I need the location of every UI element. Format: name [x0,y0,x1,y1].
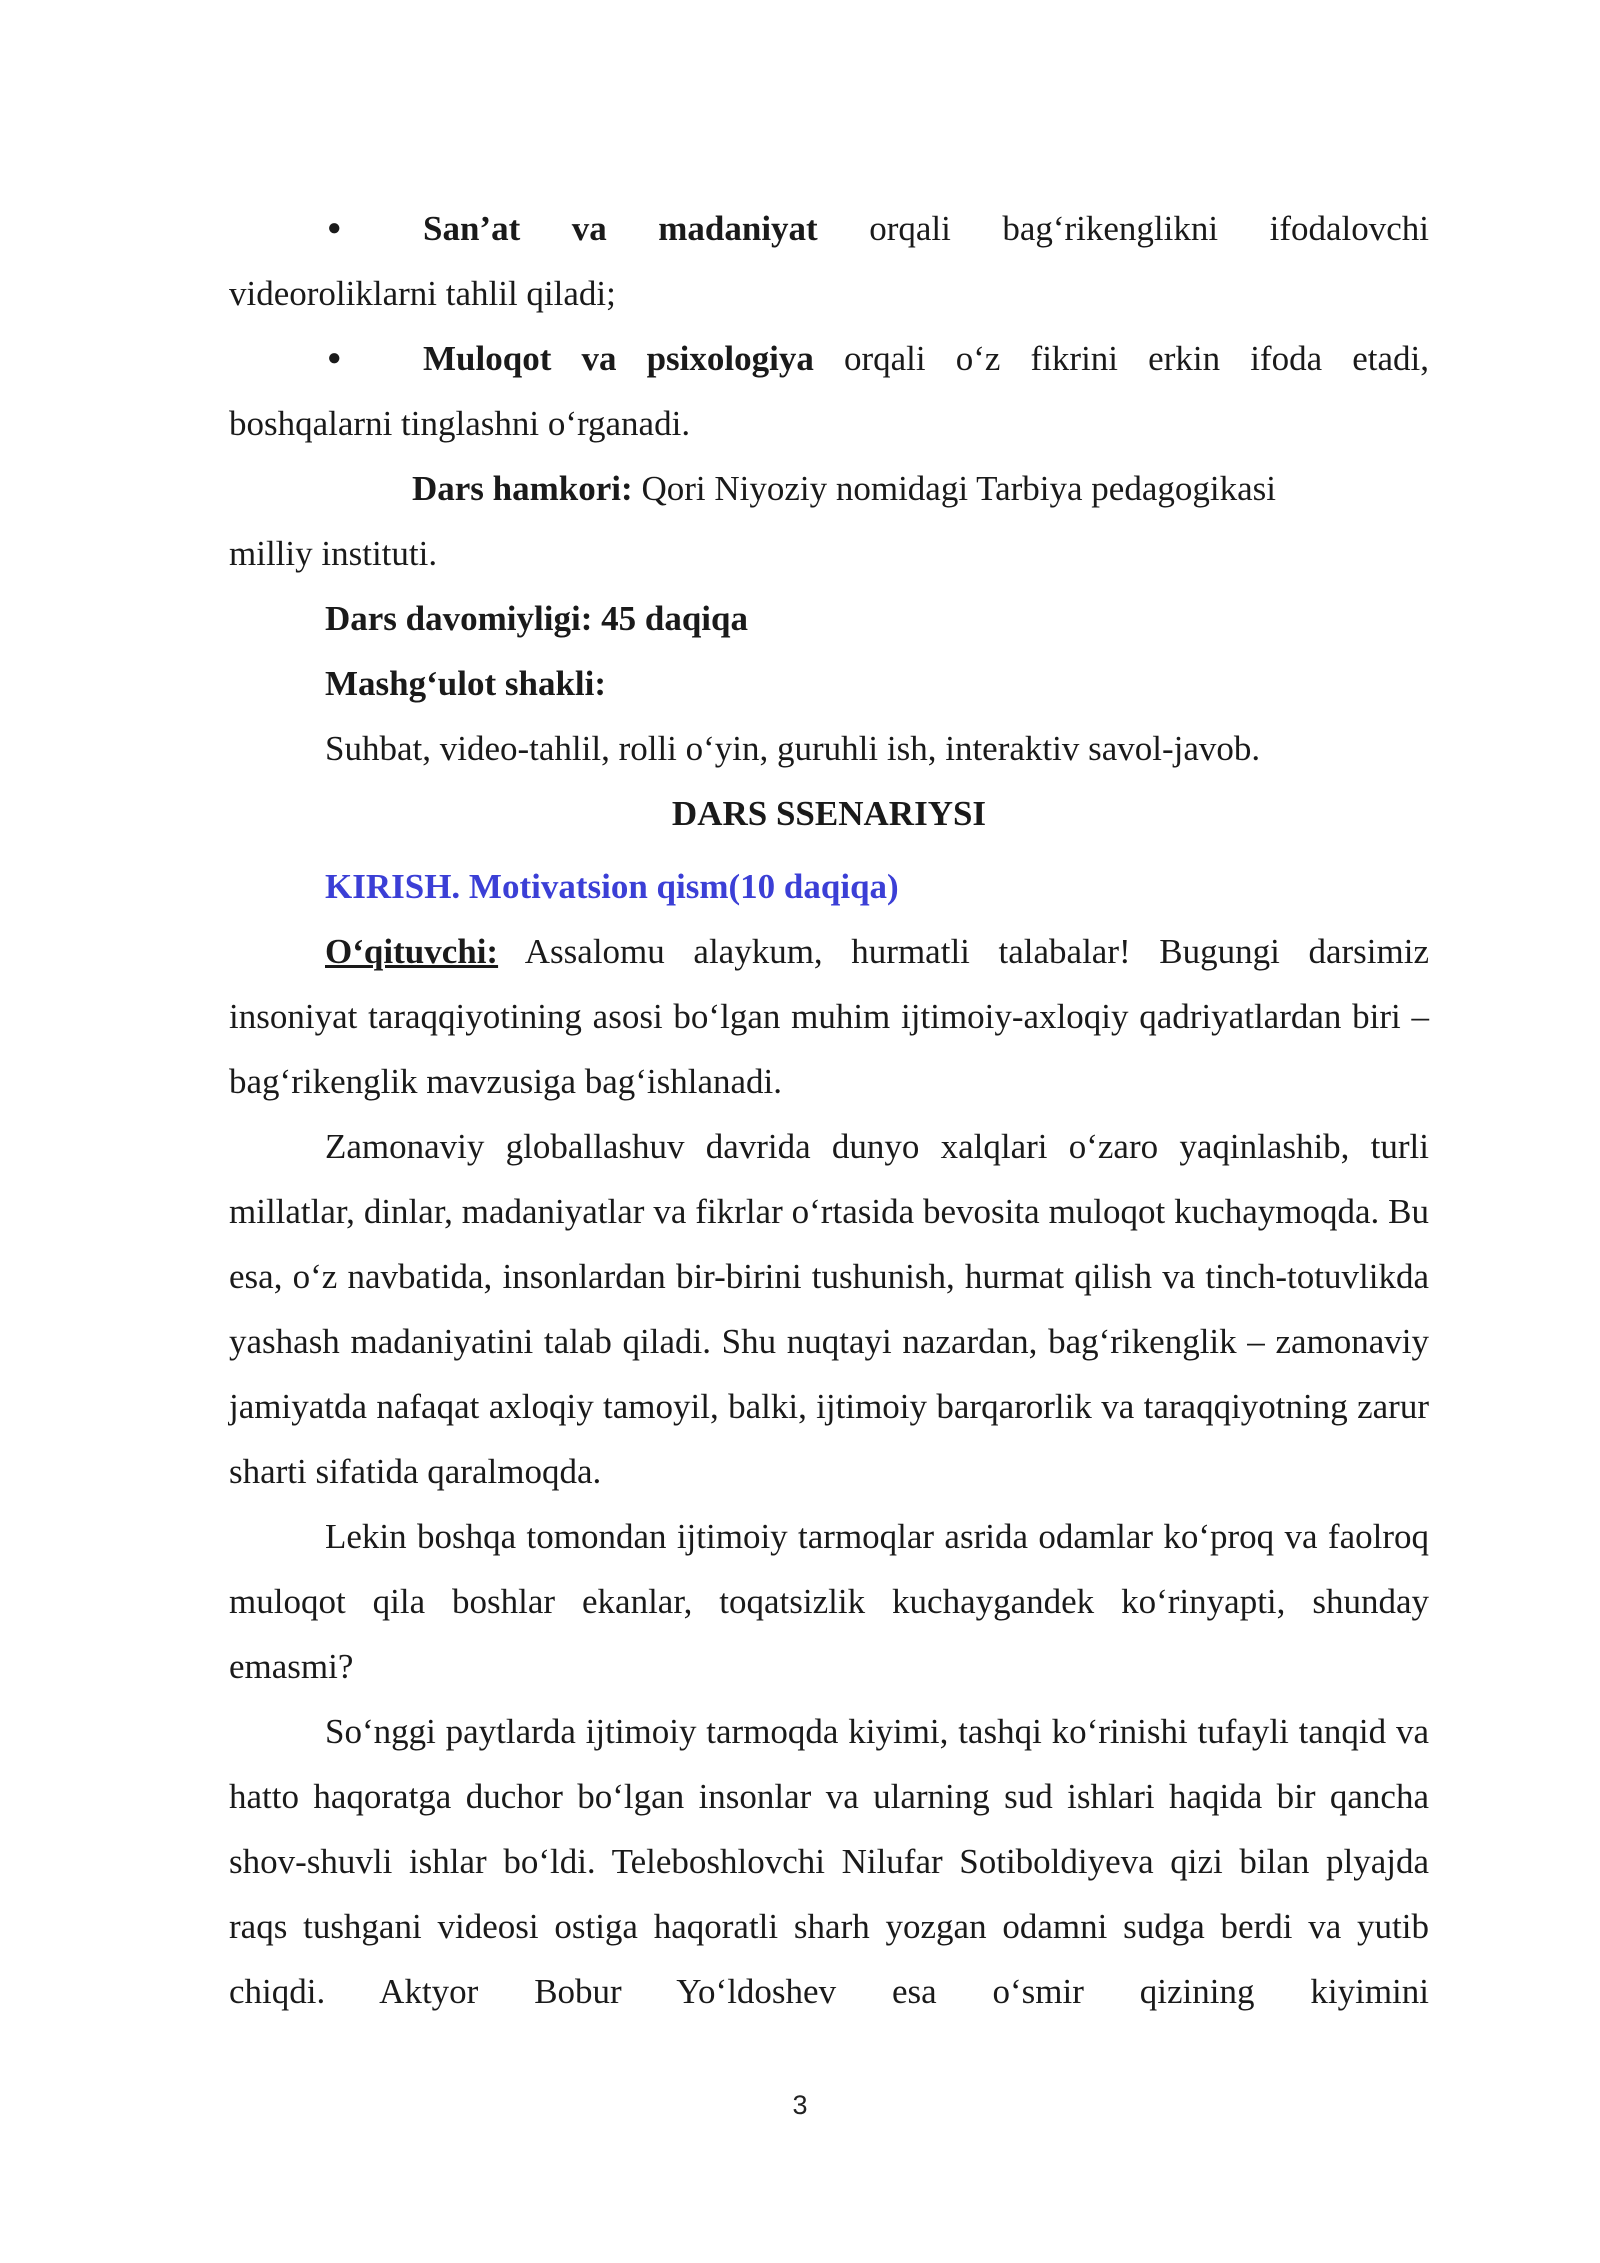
lesson-form-text: Suhbat, video-tahlil, rolli o‘yin, guruhli ish, interaktiv savol-javob. [325,729,1261,768]
bullet-continuation: videoroliklarni tahlil qiladi; [229,274,616,313]
teacher-label: O‘qituvchi: [325,932,499,971]
bullet-item [229,196,1429,326]
teacher-paragraph [229,919,1429,1114]
scenario-title: DARS SSENARIYSI [671,794,987,833]
bullet-bold-term: Muloqot va psixologiya [423,339,814,378]
lesson-duration: Dars davomiyligi: 45 daqiqa [325,599,748,638]
bullet-first-line [229,326,1429,391]
partner-text: Qori Niyoziy nomidagi Tarbiya pedagogikasi [632,469,1276,508]
bullet-first-line [229,196,1429,261]
lesson-partner [229,456,1429,521]
partner-continuation: milliy instituti. [229,534,438,573]
bullet-bold-term: San’at va madaniyat [423,209,818,248]
bullet-text: orqali o‘z fikrini erkin ifoda etadi, [813,339,1429,378]
bullet-dot-icon: ● [327,215,342,241]
intro-heading: KIRISH. Motivatsion qism(10 daqiqa) [325,867,899,906]
paragraph-text: Assalomu alaykum, hurmatli talabalar! Bugungi darsimiz insoniyat taraqqiyotining asosi bo‘lgan muhim ijtimoiy-axloqiy qadriyatlardan biri – bag‘rikenglik mavzusiga bag‘ishlanadi. [229,932,1429,1101]
paragraph-globalization: Zamonaviy globallashuv davrida dunyo xalqlari o‘zaro yaqinlashib, turli millatlar, dinlar, madaniyatlar va fikrlar o‘rtasida bevosita muloqot kuchaymoqda. Bu esa, o‘z navbatida, insonlardan bir-birini tushunish, hurmat qilish va tinch-totuvlikda yashash madaniyatini talab qiladi. Shu nuqtayi nazardan, bag‘rikenglik – zamonaviy jamiyatda nafaqat axloqiy tamoyil, balki, ijtimoiy barqarorlik va taraqqiyotning zarur sharti sifatida qaralmoqda. [229,1127,1429,1491]
lesson-form-label: Mashg‘ulot shakli: [325,664,607,703]
partner-label: Dars hamkori: [412,469,633,508]
paragraph-recent-cases: So‘nggi paytlarda ijtimoiy tarmoqda kiyimi, tashqi ko‘rinishi tufayli tanqid va hatto haqoratga duchor bo‘lgan insonlar va ularning sud ishlari haqida bir qancha shov-shuvli ishlar bo‘ldi. Teleboshlovchi Nilufar Sotiboldiyeva qizi bilan plyajda raqs tushgani videosi ostiga haqoratli sharh yozgan odamni sudga berdi va yutib chiqdi. Aktyor Bobur Yo‘ldoshev esa o‘smir qizining kiyimini [229,1712,1429,2011]
bullet-text: orqali bag‘rikenglikni ifodalovchi [817,209,1429,248]
page-number: 3 [792,2090,808,2120]
bullet-item [229,326,1429,456]
paragraph-social-networks: Lekin boshqa tomondan ijtimoiy tarmoqlar asrida odamlar ko‘proq va faolroq muloqot qila boshlar ekanlar, toqatsizlik kuchaygandek ko‘rinyapti, shunday emasmi? [229,1517,1429,1686]
bullet-continuation: boshqalarni tinglashni o‘rganadi. [229,404,691,443]
bullet-dot-icon: ● [327,345,342,371]
page-content [229,196,1429,2024]
